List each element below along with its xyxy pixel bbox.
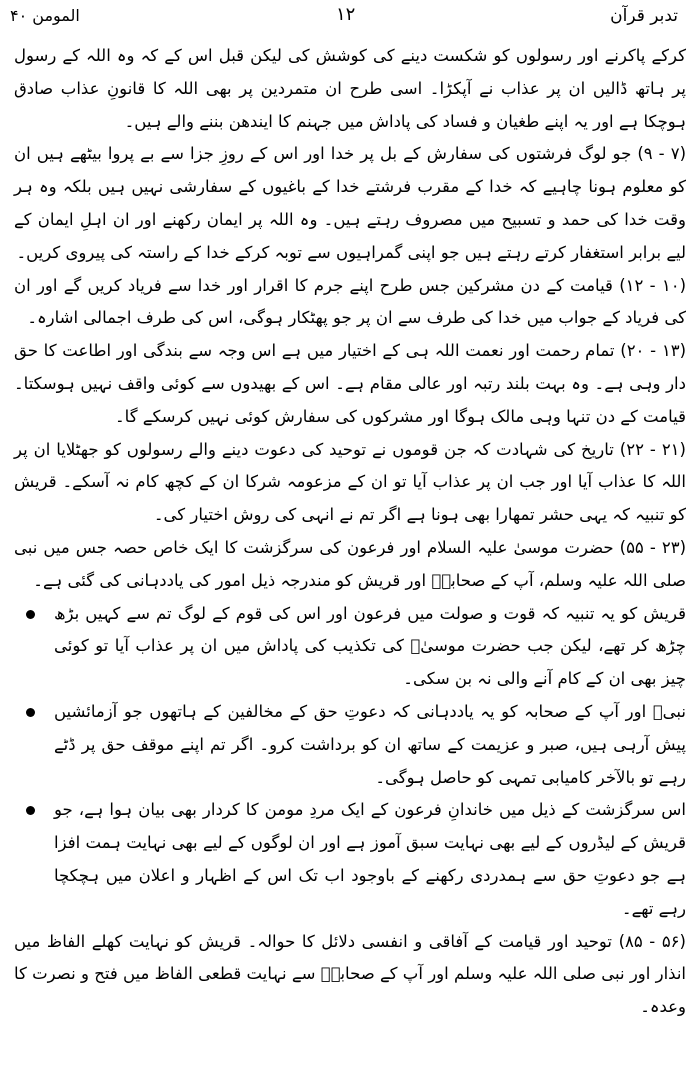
bullet-text: قریش کو یہ تنبیہ کہ قوت و صولت میں فرعون اور اس کی قوم کے لوگ تم سے کہیں بڑھ چڑھ کر تھے، لیکن جب حضرت موسیٰؑ کی تکذیب کی پاداش میں ان پر عذاب آیا تو کوئی چیز بھی ان کے کام آنے والی نہ بن سکی۔ <box>54 603 686 689</box>
paragraph-23-55: (۲۳ - ۵۵) حضرت موسیٰ علیہ السلام اور فرعون کی سرگزشت کا ایک خاص حصہ جس میں نبی صلی اللہ علیہ وسلم، آپ کے صحابہؓ اور قریش کو مندرجہ ذیل امور کی یاددہانی کی گئی ہے۔ <box>14 537 686 590</box>
bullet-dot-icon <box>26 806 35 815</box>
bullet-item <box>14 598 686 696</box>
page-body <box>14 40 686 1024</box>
surah-reference: المومن ۴۰ <box>10 6 80 25</box>
paragraph-56-85: (۵۶ - ۸۵) توحید اور قیامت کے آفاقی و انفسی دلائل کا حوالہ۔ قریش کو نہایت کھلے الفاظ میں انذار اور نبی صلی اللہ علیہ وسلم اور آپ کے صحابہؓ سے نہایت قطعی الفاظ میں فتح و نصرت کا وعدہ۔ <box>14 931 686 1017</box>
bullet-text: نبیؐ اور آپ کے صحابہ کو یہ یاددہانی کہ دعوتِ حق کے مخالفین کے ہاتھوں جو آزمائشیں پیش آرہی ہیں، صبر و عزیمت کے ساتھ ان کو برداشت کرو۔ اگر تم اپنے موقف حق پر ڈٹے رہے تو بالآخر کامیابی تمہی کو حاصل ہوگی۔ <box>54 701 686 787</box>
page-header <box>0 2 700 32</box>
bullet-item <box>14 794 686 925</box>
book-title: تدبر قرآن <box>610 6 678 26</box>
paragraph-21-22: (۲۱ - ۲۲) تاریخ کی شہادت کہ جن قوموں نے توحید کی دعوت دینے والے رسولوں کو جھٹلایا ان پر اللہ کا عذاب آیا اور جب ان پر عذاب آیا تو ان کے مزعومہ شرکا ان کے کچھ کام نہ آسکے۔ قریش کو تنبیہ کہ یہی حشر تمھارا بھی ہونا ہے اگر تم نے انہی کی روش اختیار کی۔ <box>14 439 686 525</box>
paragraph-intro: کرکے پاکرنے اور رسولوں کو شکست دینے کی کوشش کی لیکن قبل اس کے کہ وہ اللہ کے رسول پر ہاتھ ڈالیں ان پر عذاب نے آپکڑا۔ اسی طرح ان متمردین پر بھی اللہ کا قانونِ عذاب صادق ہوچکا ہے اور یہ اپنے طغیان و فساد کی پاداش میں جہنم کا ایندھن بننے والے ہیں۔ <box>14 46 686 131</box>
bullet-text: اس سرگزشت کے ذیل میں خاندانِ فرعون کے ایک مردِ مومن کا کردار بھی بیان ہوا ہے، جو قریش کے لیڈروں کے لیے بھی نہایت سبق آموز ہے اور ان لوگوں کے لیے بھی نہایت ہمت افزا ہے جو دعوتِ حق سے ہمدردی رکھنے کے باوجود اب تک اس کے اظہار و اعلان میں ہچکچا رہے تھے۔ <box>54 800 686 918</box>
paragraph-7-9: (۷ - ۹) جو لوگ فرشتوں کی سفارش کے بل پر خدا اور اس کے روزِ جزا سے بے پروا بیٹھے ہیں ان کو معلوم ہونا چاہیے کہ خدا کے مقرب فرشتے خدا کے باغیوں کے سفارشی نہیں ہیں بلکہ وہ ہر وقت خدا کی حمد و تسبیح میں مصروف رہتے ہیں۔ وہ اللہ پر ایمان رکھنے اور ان اہلِ ایمان کے لیے برابر استغفار کرتے رہتے ہیں جو اپنی گمراہیوں سے توبہ کرکے خدا کے راستہ کی پیروی کریں۔ <box>14 144 686 262</box>
paragraph-13-20: (۱۳ - ۲۰) تمام رحمت اور نعمت اللہ ہی کے اختیار میں ہے اس وجہ سے بندگی اور اطاعت کا حق دار وہی ہے۔ وہ بہت بلند رتبہ اور عالی مقام ہے۔ اس کے بھیدوں سے کوئی واقف نہیں ہوسکتا۔ قیامت کے دن تنہا وہی مالک ہوگا اور مشرکوں کی سفارش کوئی نہیں کرسکے گا۔ <box>14 341 686 426</box>
bullet-list <box>14 598 686 926</box>
bullet-dot-icon <box>26 708 35 717</box>
bullet-item <box>14 696 686 794</box>
bullet-dot-icon <box>26 610 35 619</box>
paragraph-10-12: (۱۰ - ۱۲) قیامت کے دن مشرکین جس طرح اپنے جرم کا اقرار اور خدا سے فریاد کریں گے اور ان کی فریاد کے جواب میں خدا کی طرف سے ان پر جو پھٹکار ہوگی، اس کی طرف اجمالی اشارہ۔ <box>14 275 686 328</box>
page-number: ۱۲ <box>336 4 356 25</box>
